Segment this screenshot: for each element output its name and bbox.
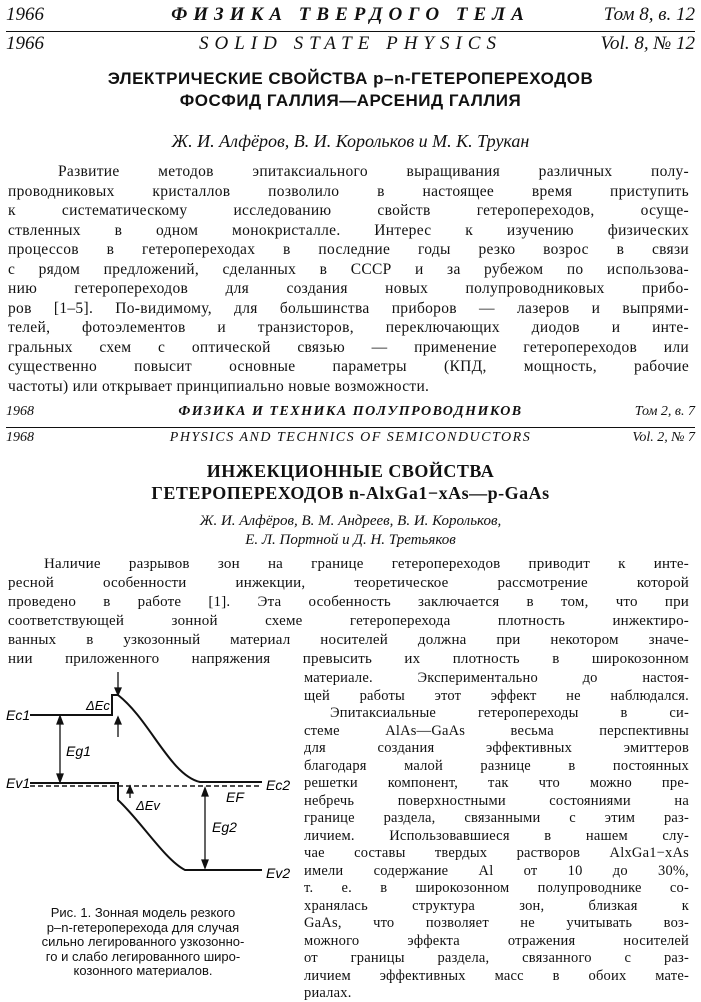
body-line: можного эффекта отражения носителей <box>304 932 689 949</box>
body-line: гральных схем с оптической связью — применение гетеропереходов или <box>8 338 689 356</box>
body-line: ванных в узкозонный материал носителей должна при некотором значе- <box>8 632 689 648</box>
body-line: ресной особенности инжекции, теоретическое рассмотрение которой <box>8 575 689 591</box>
body-line: т. е. в широкозонном полупроводнике со- <box>304 880 689 896</box>
journal-header-1968 <box>6 404 695 424</box>
body-line: Эпитаксиальные гетеропереходы в си- <box>330 705 689 721</box>
header-journal-title: SOLID STATE PHYSICS <box>199 33 502 54</box>
title-line: ФОСФИД ГАЛЛИЯ—АРСЕНИД ГАЛЛИЯ <box>179 91 522 110</box>
body-line: Наличие разрывов зон на границе гетеропереходов приводит к инте- <box>44 556 689 572</box>
authors-line: Е. Л. Портной и Д. Н. Третьяков <box>245 532 456 548</box>
body-line: существенно повысит основные параметры (КПД, мощность, рабочие <box>8 358 689 375</box>
body-line: личием эффективных масс в обоих мате- <box>304 967 689 984</box>
article-2-authors <box>0 512 701 550</box>
body-line: ствленных в одном монокристалле. Интерес к изучению физических <box>8 221 689 239</box>
body-line: риалах. <box>304 985 352 1001</box>
label-delta-ec: ΔEc <box>86 698 110 713</box>
body-line: хранялась структура зон, близкая к <box>304 897 689 914</box>
label-ec1: Ec1 <box>6 707 31 723</box>
body-line: чае составы твердых растворов AlxGa1−xAs <box>304 845 689 861</box>
title-line: ИНЖЕКЦИОННЫЕ СВОЙСТВА <box>206 461 495 481</box>
header-volume: Vol. 2, № 7 <box>632 430 695 445</box>
conduction-band-edge <box>30 695 262 782</box>
label-delta-ev: ΔEv <box>136 798 160 813</box>
header-rule <box>6 427 695 428</box>
header-volume: Том 8, в. 12 <box>603 4 695 25</box>
body-line: процессов в гетеропереходах в последние годы резко возрос в связи <box>8 241 689 258</box>
label-ef: EF <box>226 789 244 805</box>
body-line: проведено в работе [1]. Эта особенность заключается в том, что при <box>8 594 689 610</box>
body-line: материале. Экспериментально до настоя- <box>304 670 689 686</box>
body-line: щей работы этот эффект не наблюдался. <box>304 687 689 704</box>
body-line: границе раздела, связанными с этим раз- <box>304 810 689 826</box>
caption-line: p–n-гетероперехода для случая <box>46 919 240 935</box>
authors-line: Ж. И. Алфёров, В. М. Андреев, В. И. Корольков, <box>199 513 502 529</box>
body-line: к систематическому исследованию свойств гетеропереходов, осуще- <box>8 202 689 219</box>
journal-header-1966-english <box>6 33 695 57</box>
label-ev1: Ev1 <box>6 775 31 791</box>
header-rule <box>6 31 695 32</box>
body-line: телей, фотоэлементов и транзисторов, переключающих диодов и инте- <box>8 319 689 336</box>
header-journal-title: ФИЗИКА И ТЕХНИКА ПОЛУПРОВОДНИКОВ <box>178 404 523 419</box>
body-line: от границы раздела, связанного с раз- <box>304 950 689 966</box>
body-line: проводниковых кристаллов позволило в настоящее время приступить <box>8 182 689 200</box>
body-line: ров [1–5]. По-видимому, для большинства приборов — лазеров и выпрями- <box>8 299 689 317</box>
caption-line: го и слабо легированного широ- <box>45 948 241 964</box>
article-1-authors: Ж. И. Алфёров, В. И. Корольков и М. К. Трукан <box>171 131 530 151</box>
body-line: имели содержание Al от 10 до 30%, <box>304 862 689 879</box>
body-line: частоты) или открывает принципиально новые возможности. <box>8 377 430 395</box>
header-volume: Vol. 8, № 12 <box>600 33 695 54</box>
label-ev2: Ev2 <box>266 865 291 881</box>
label-eg1: Eg1 <box>66 743 91 759</box>
label-eg2: Eg2 <box>212 819 237 835</box>
body-line: соответствующей зонной схеме гетероперехода плотность инжектиро- <box>8 613 689 629</box>
article-1-title <box>0 68 701 112</box>
body-line: GaAs, что позволяет не учитывать воз- <box>304 915 689 931</box>
figure-caption <box>8 906 278 979</box>
journal-header-1968-english <box>6 430 695 450</box>
journal-header-1966 <box>6 4 695 28</box>
caption-line: Рис. 1. Зонная модель резкого <box>50 905 236 920</box>
article-2-title <box>0 460 701 504</box>
body-line: решетки компонент, так что можно пре- <box>304 775 689 791</box>
header-year: 1966 <box>6 33 44 54</box>
caption-line: козонного материалов. <box>73 963 213 978</box>
body-line: нию гетеропереходов для создания новых полупроводниковых прибо- <box>8 280 689 297</box>
body-line: для создания эффективных эмиттеров <box>304 740 689 756</box>
body-line: благодаря малой разнице в постоянных <box>304 757 689 774</box>
title-line: ЭЛЕКТРИЧЕСКИЕ СВОЙСТВА p–n-ГЕТЕРОПЕРЕХОДОВ <box>107 69 594 88</box>
band-diagram-figure <box>0 660 300 905</box>
header-journal-title: ФИЗИКА ТВЕРДОГО ТЕЛА <box>171 4 530 25</box>
body-line: небречь поверхностными состояниями на <box>304 792 689 809</box>
body-line: Развитие методов эпитаксиального выращивания различных полу- <box>58 163 689 180</box>
caption-line: сильно легированного узкозонно- <box>41 934 245 949</box>
header-year: 1968 <box>6 430 34 445</box>
body-line: личием. Использовавшиеся в нашем слу- <box>304 827 689 844</box>
header-journal-title: PHYSICS AND TECHNICS OF SEMICONDUCTORS <box>169 430 532 445</box>
body-line: стеме AlAs—GaAs весьма перспективны <box>304 722 689 739</box>
header-year: 1966 <box>6 4 44 25</box>
header-year: 1968 <box>6 404 34 419</box>
header-volume: Том 2, в. 7 <box>634 404 695 419</box>
label-ec2: Ec2 <box>266 777 291 793</box>
body-line: с рядом предложений, сделанных в СССР и за рубежом по использова- <box>8 260 689 278</box>
title-line: ГЕТЕРОПЕРЕХОДОВ n-AlxGa1−xAs—p-GaAs <box>151 483 550 503</box>
body-line: нии приложенного напряжения превысить их плотность в широкозонном <box>8 651 689 667</box>
